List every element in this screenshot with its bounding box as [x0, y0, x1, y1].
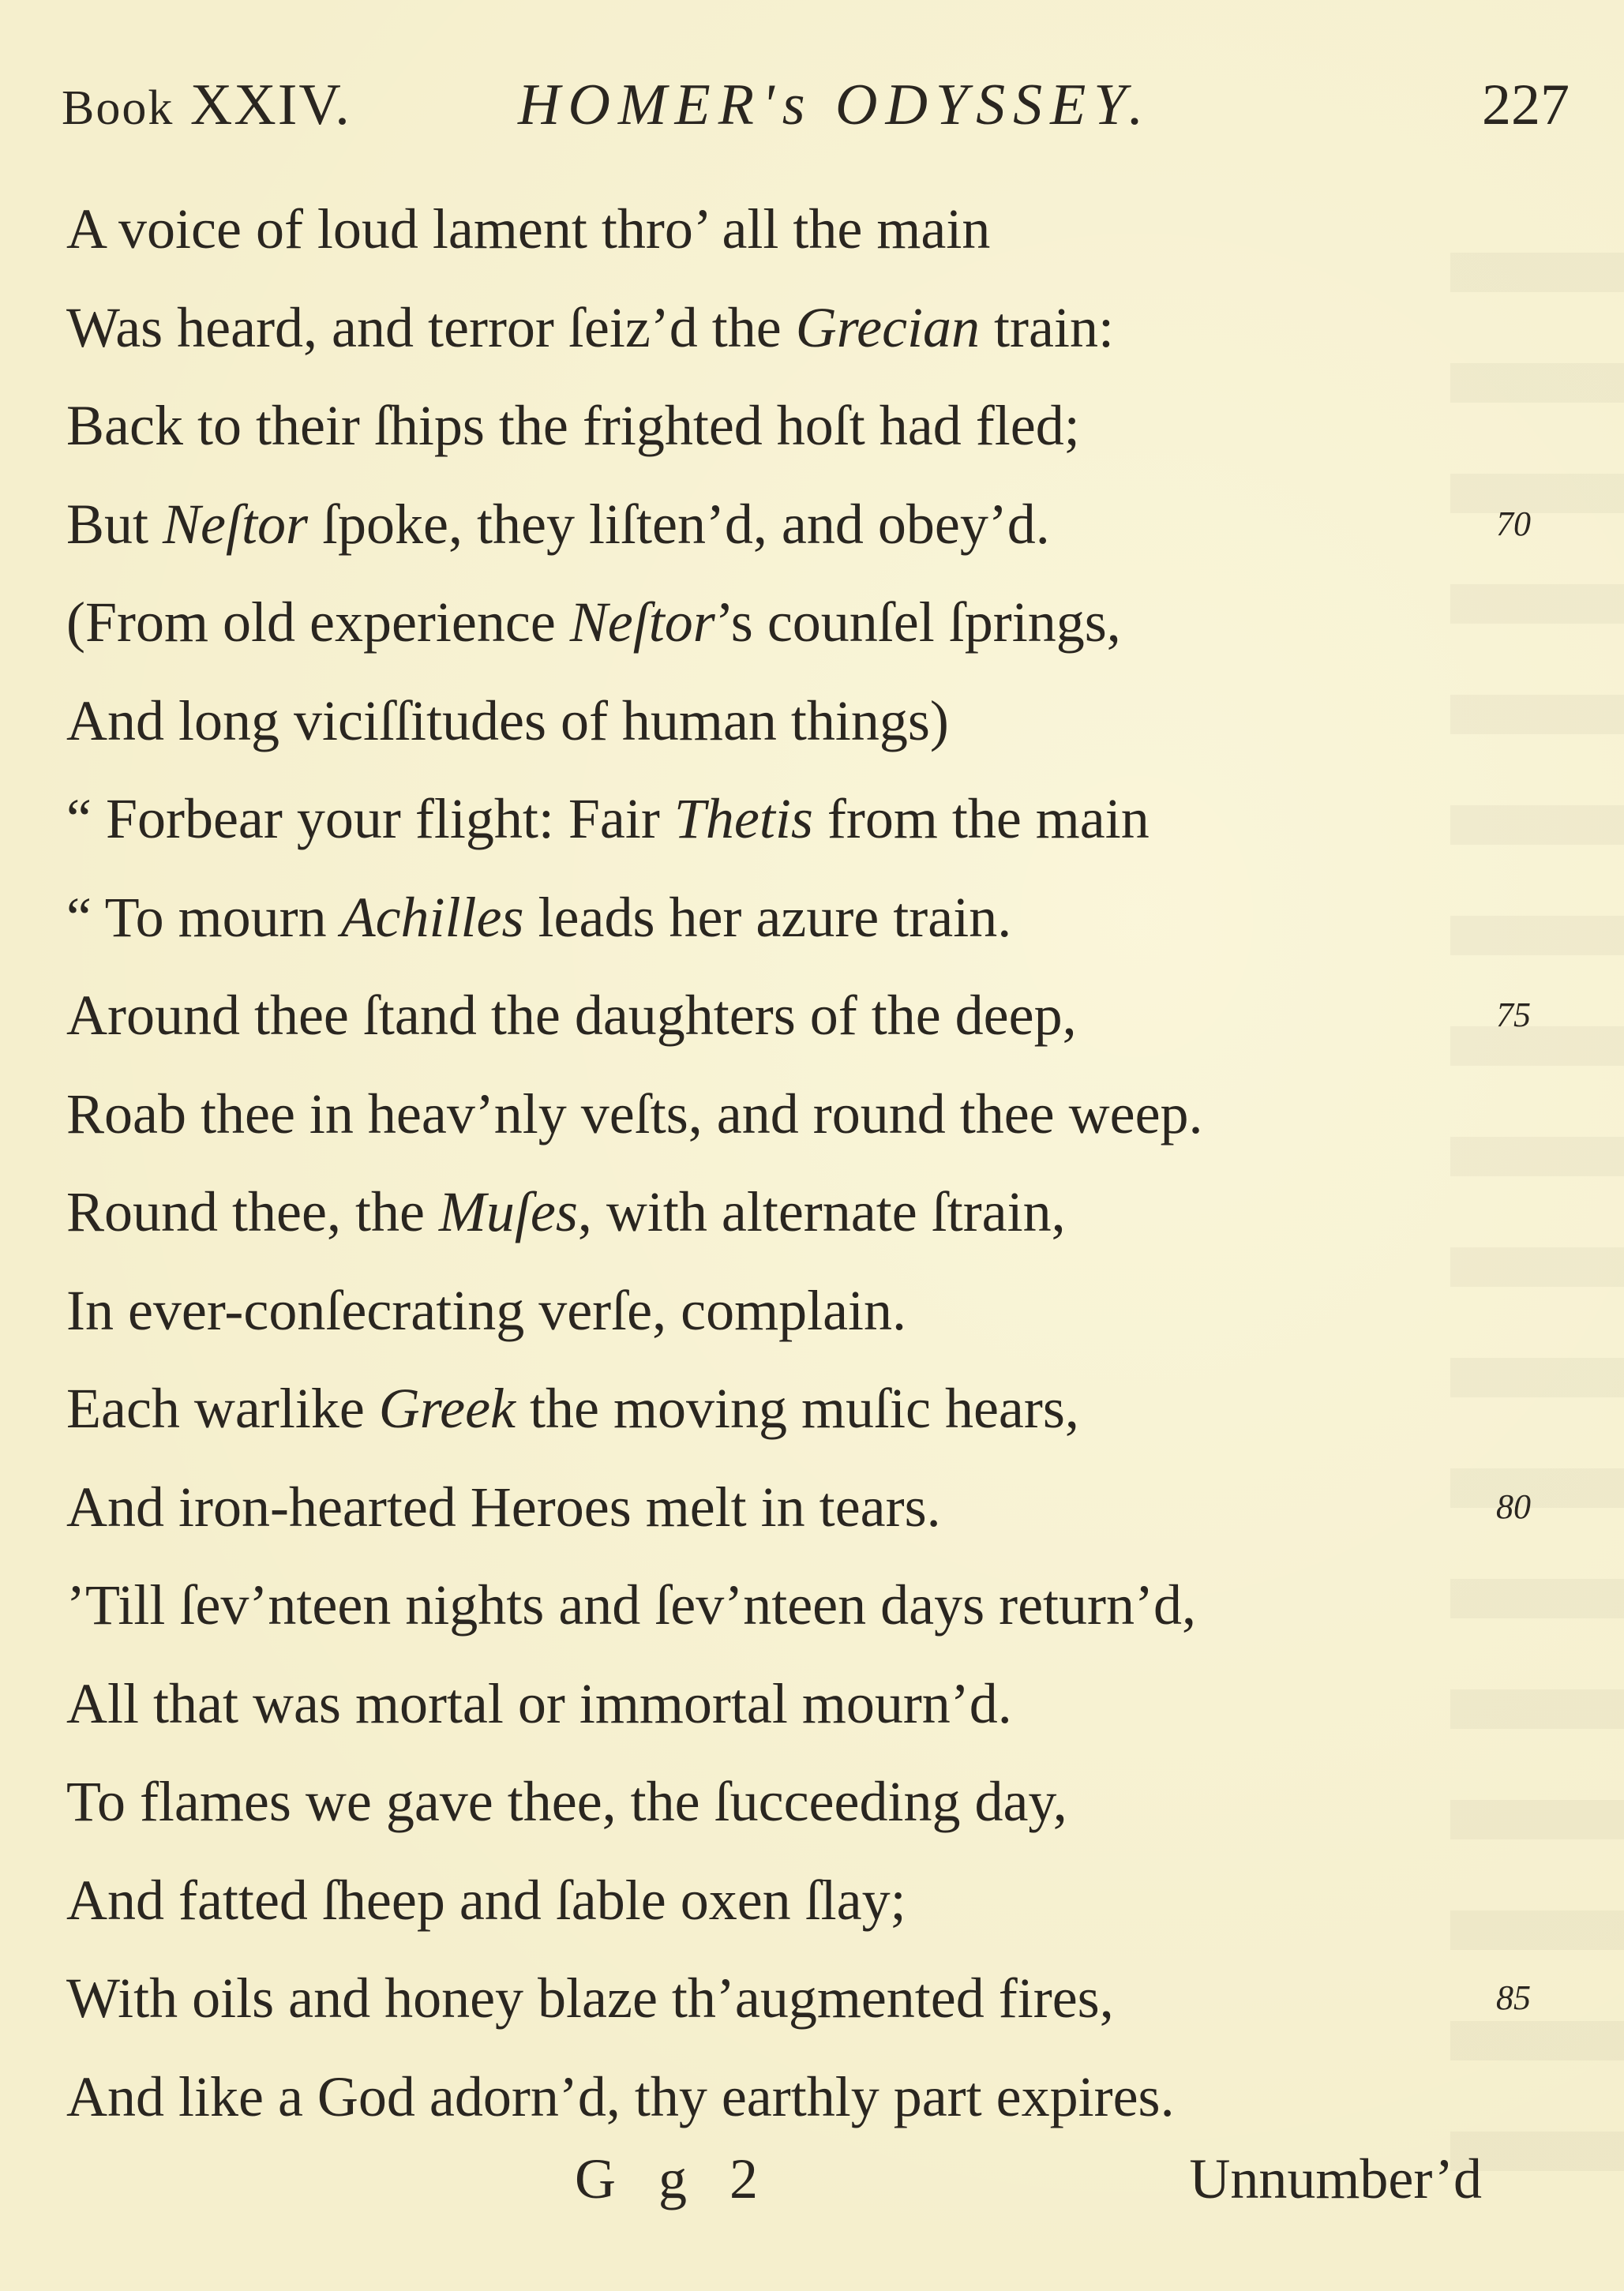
running-title: HOMER's ODYSSEY.	[518, 73, 1152, 137]
verse-text: But	[66, 493, 163, 556]
verse-text: And long viciſſitudes of human things)	[66, 689, 949, 752]
verse-line	[66, 386, 1472, 465]
verse-text: “ To mourn	[66, 886, 341, 949]
verse-line	[66, 681, 1472, 760]
verse-text: (From old experience	[66, 591, 570, 654]
verse-text: In ever-conſecrating verſe, complain.	[66, 1279, 907, 1342]
verse-text: ſpoke, they liſten’d, and obey’d.	[308, 493, 1050, 556]
verse-line	[66, 288, 1472, 367]
verse-text: ’s counſel ſprings,	[714, 591, 1121, 654]
verse-text: ’Till ſev’nteen nights and ſev’nteen days return’d,	[66, 1573, 1196, 1637]
line-number: 85	[1496, 1978, 1531, 2017]
book-prefix: Book	[62, 81, 174, 135]
italic-name: Achilles	[340, 886, 524, 949]
italic-name: Neſtor	[569, 591, 715, 654]
verse-text: , with alternate ſtrain,	[577, 1180, 1066, 1243]
verse-text: Roab thee in heav’nly veſts, and round thee weep.	[66, 1082, 1203, 1146]
verse-text: To flames we gave thee, the ſucceeding day,	[66, 1770, 1067, 1833]
verse-line	[66, 1271, 1472, 1350]
verse-text: And like a God adorn’d, thy earthly part expires.	[66, 2065, 1175, 2128]
italic-name: Muſes	[438, 1180, 578, 1243]
verse-line	[66, 1565, 1472, 1644]
line-number: 80	[1496, 1487, 1531, 1526]
verse-line	[66, 2057, 1472, 2136]
page-number: 227	[1482, 73, 1570, 137]
verse-line	[66, 1959, 1472, 2038]
verse-text: A voice of loud lament thro’ all the main	[66, 197, 991, 261]
italic-name: Greek	[378, 1377, 516, 1440]
show-through-shadow	[1450, 182, 1624, 2234]
verse-text: the moving muſic hears,	[516, 1377, 1079, 1440]
verse-text: With oils and honey blaze th’augmented fires,	[66, 1967, 1114, 2030]
catchword: Unnumber’d	[1189, 2147, 1482, 2210]
verse-line	[66, 485, 1472, 564]
verse-line	[66, 1369, 1472, 1448]
verse-text: “ Forbear your flight: Fair	[66, 787, 674, 850]
verse-text: train:	[980, 296, 1114, 359]
verse-text: And fatted ſheep and ſable oxen ſlay;	[66, 1869, 906, 1932]
verse-line	[66, 583, 1472, 662]
verse-line	[66, 1664, 1472, 1743]
book-label	[62, 62, 351, 152]
verse-line	[66, 1468, 1472, 1547]
verse-line	[66, 878, 1472, 957]
book-number: XXIV.	[189, 73, 351, 137]
verse-line	[66, 779, 1472, 858]
verse-text: And iron-hearted Heroes melt in tears.	[66, 1475, 941, 1539]
running-header	[62, 62, 1570, 148]
verse-text: Was heard, and terror ſeiz’d the	[66, 296, 796, 359]
verse-line	[66, 976, 1472, 1055]
verse-line	[66, 189, 1472, 268]
signature-mark: G g 2	[575, 2147, 772, 2210]
italic-name: Grecian	[795, 296, 981, 359]
verse-text: Each warlike	[66, 1377, 379, 1440]
verse-text: Around thee ſtand the daughters of the deep,	[66, 984, 1077, 1047]
verse-text: leads her azure train.	[523, 886, 1012, 949]
verse-line	[66, 1172, 1472, 1251]
verse-text: Back to their ſhips the frighted hoſt had fled;	[66, 394, 1080, 457]
verse-text: All that was mortal or immortal mourn’d.	[66, 1672, 1012, 1735]
verse-line	[66, 1762, 1472, 1841]
line-number: 75	[1496, 996, 1531, 1034]
italic-name: Neſtor	[163, 493, 309, 556]
verse-line	[66, 1074, 1472, 1153]
line-number: 70	[1496, 504, 1531, 543]
italic-name: Thetis	[673, 787, 813, 850]
verse-text: from the main	[812, 787, 1150, 850]
verse-text: Round thee, the	[66, 1180, 439, 1243]
verse-line	[66, 1861, 1472, 1940]
